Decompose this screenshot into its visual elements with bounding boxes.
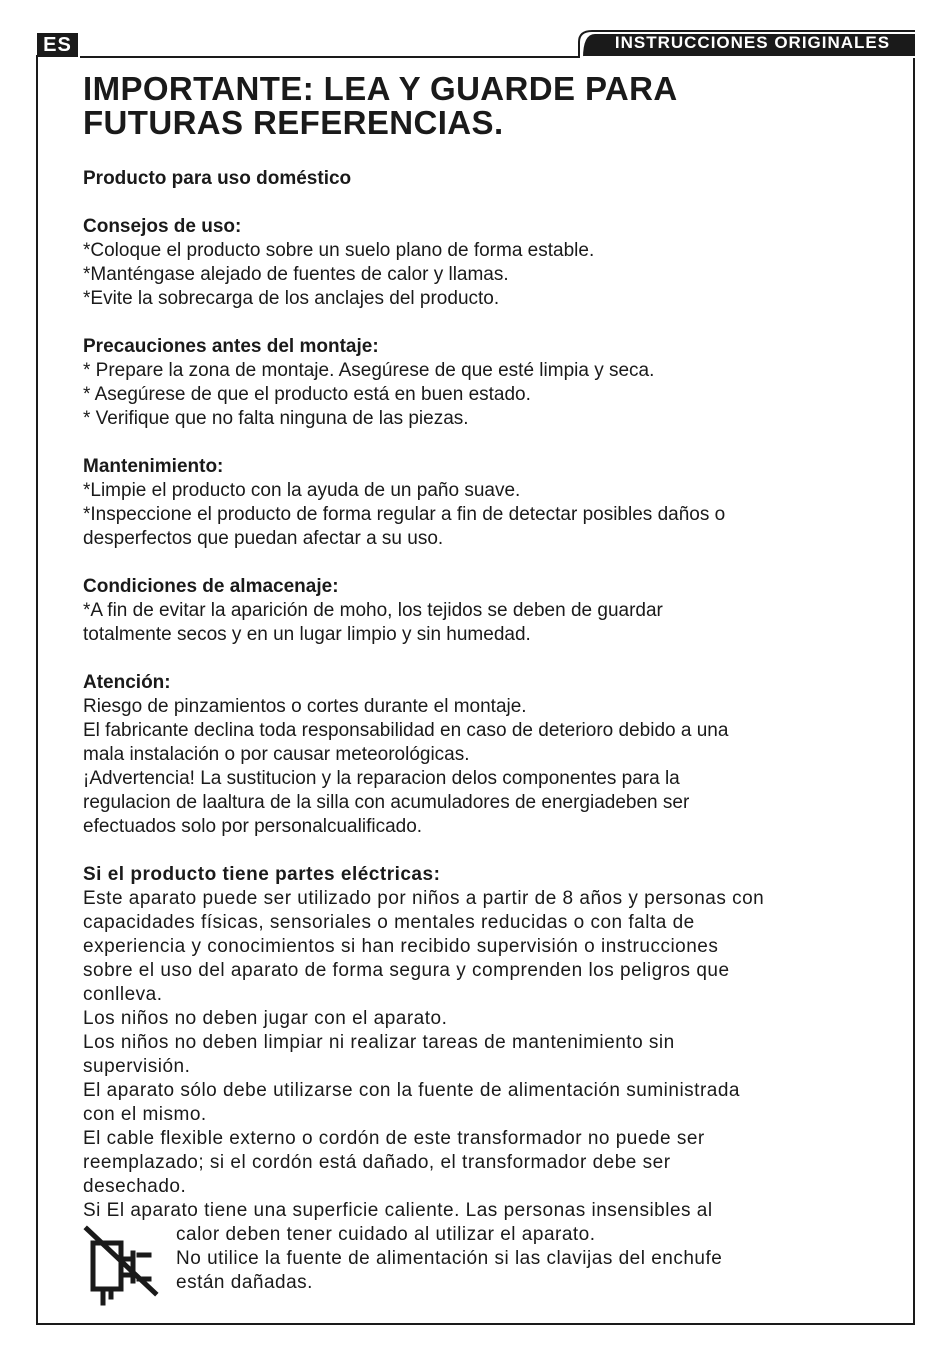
text-line: *Inspeccione el producto de forma regular a fin de detectar posibles daños o (83, 504, 726, 525)
maintenance-section (83, 455, 883, 551)
section-heading: Condiciones de almacenaje: (83, 576, 339, 597)
text-line: supervisión. (83, 1056, 191, 1077)
text-line: *Limpie el producto con la ayuda de un paño suave. (83, 480, 521, 501)
section-heading: Mantenimiento: (83, 456, 224, 477)
page-border-left (36, 55, 38, 1325)
text-line: *A fin de evitar la aparición de moho, los tejidos se deben de guardar (83, 600, 663, 621)
text-line: efectuados solo por personalcualificado. (83, 816, 423, 837)
text-line: El fabricante declina toda responsabilidad en caso de deterioro debido a una (83, 720, 729, 741)
page-border-right (913, 58, 915, 1325)
text-line: Este aparato puede ser utilizado por niños a partir de 8 años y personas con (83, 888, 765, 909)
title-line-1: IMPORTANTE: LEA Y GUARDE PARA (83, 70, 678, 107)
text-line: * Prepare la zona de montaje. Asegúrese de que esté limpia y seca. (83, 360, 655, 381)
page-border-bottom (36, 1323, 915, 1325)
text-line: conlleva. (83, 984, 163, 1005)
text-line: El cable flexible externo o cordón de este transformador no puede ser (83, 1128, 705, 1149)
text-line: * Verifique que no falta ninguna de las piezas. (83, 408, 469, 429)
text-line: con el mismo. (83, 1104, 207, 1125)
section-heading: Consejos de uso: (83, 216, 242, 237)
language-tag: ES (37, 33, 78, 57)
text-line: Los niños no deben limpiar ni realizar tareas de mantenimiento sin (83, 1032, 675, 1053)
storage-section (83, 575, 883, 647)
instructions-body (83, 167, 883, 1295)
original-instructions-badge: INSTRUCCIONES ORIGINALES (614, 33, 891, 52)
page-border-top (80, 56, 578, 58)
power-supply-warning (83, 1223, 883, 1295)
text-line: Si El aparato tiene una superficie caliente. Las personas insensibles al (83, 1200, 713, 1221)
text-line: regulacion de laaltura de la silla con acumuladores de energiadeben ser (83, 792, 690, 813)
attention-section (83, 671, 883, 839)
text-line: totalmente secos y en un lugar limpio y sin humedad. (83, 624, 531, 645)
text-line: mala instalación o por causar meteorológicas. (83, 744, 470, 765)
text-line: desechado. (83, 1176, 187, 1197)
text-line: Los niños no deben jugar con el aparato. (83, 1008, 448, 1029)
text-line: *Evite la sobrecarga de los anclajes del producto. (83, 288, 500, 309)
title-line-2: FUTURAS REFERENCIAS. (83, 104, 504, 141)
text-line: * Asegúrese de que el producto está en buen estado. (83, 384, 531, 405)
text-line: Riesgo de pinzamientos o cortes durante el montaje. (83, 696, 527, 717)
usage-section (83, 215, 883, 311)
text-line: capacidades físicas, sensoriales o mentales reducidas o con falta de (83, 912, 695, 933)
text-line: están dañadas. (176, 1272, 313, 1293)
text-line: *Manténgase alejado de fuentes de calor y llamas. (83, 264, 509, 285)
text-line: experiencia y conocimientos si han recibido supervisión o instrucciones (83, 936, 719, 957)
intro-text: Producto para uso doméstico (83, 168, 352, 189)
text-line: ¡Advertencia! La sustitucion y la reparacion delos componentes para la (83, 768, 680, 789)
text-line: sobre el uso del aparato de forma segura y comprenden los peligros que (83, 960, 730, 981)
electrical-section (83, 863, 883, 1295)
text-line: *Coloque el producto sobre un suelo plano de forma estable. (83, 240, 595, 261)
section-heading: Atención: (83, 672, 171, 693)
section-heading: Si el producto tiene partes eléctricas: (83, 864, 441, 885)
precautions-section (83, 335, 883, 431)
text-line: calor deben tener cuidado al utilizar el aparato. (176, 1224, 596, 1245)
page-title (83, 72, 863, 140)
section-heading: Precauciones antes del montaje: (83, 336, 379, 357)
text-line: desperfectos que puedan afectar a su uso. (83, 528, 444, 549)
text-line: No utilice la fuente de alimentación si las clavijas del enchufe (176, 1248, 723, 1269)
text-line: reemplazado; si el cordón está dañado, el transformador debe ser (83, 1152, 671, 1173)
text-line: El aparato sólo debe utilizarse con la fuente de alimentación suministrada (83, 1080, 740, 1101)
crossed-plug-icon (83, 1225, 161, 1307)
